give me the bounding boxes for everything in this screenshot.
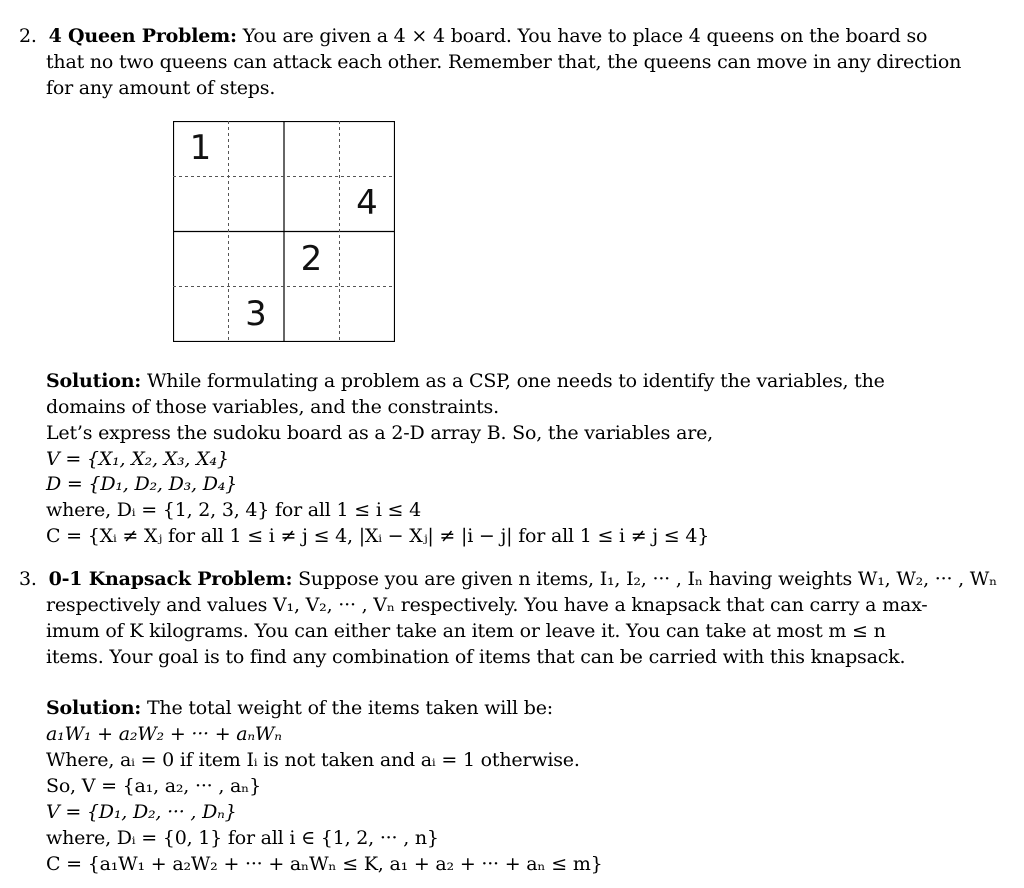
queen-label-3: 3 xyxy=(245,293,267,334)
problem-3-text-1: Suppose you are given n items, I₁, I₂, ··· , Iₙ having weights W₁, W₂, ··· , Wₙ xyxy=(292,568,998,590)
p2-solution-heading: Solution: xyxy=(46,370,142,392)
p2-domains: D = {D₁, D₂, D₃, D₄} xyxy=(46,473,238,495)
queen-label-1: 1 xyxy=(189,128,212,168)
problem-3-line-2: respectively and values V₁, V₂, ··· , Vₙ respectively. You have a knapsack that can carry a max- xyxy=(46,594,928,616)
problem-2-line-3: for any amount of steps. xyxy=(46,77,276,99)
queen-board xyxy=(173,121,395,342)
problem-3-number: 3. xyxy=(19,568,37,590)
p2-solution-line-2: domains of those variables, and the constraints. xyxy=(46,396,499,418)
problem-2-number: 2. xyxy=(19,25,37,47)
p3-sum: a₁W₁ + a₂W₂ + ··· + aₙWₙ xyxy=(46,723,282,745)
problem-2-text-1: You are given a 4 × 4 board. You have to place 4 queens on the board so xyxy=(236,25,928,47)
queen-label-2: 2 xyxy=(300,238,323,279)
p2-solution-line-1 xyxy=(46,368,885,394)
problem-3-title: 0-1 Knapsack Problem: xyxy=(48,568,293,590)
p3-constraints: C = {a₁W₁ + a₂W₂ + ··· + aₙWₙ ≤ K, a₁ + a₂ + ··· + aₙ ≤ m} xyxy=(46,853,603,875)
problem-3-line-3: imum of K kilograms. You can either take an item or leave it. You can take at most m ≤ n xyxy=(46,620,886,642)
p2-solution-line-3: Let’s express the sudoku board as a 2-D array B. So, the variables are, xyxy=(46,422,713,444)
p2-domain-where: where, Dᵢ = {1, 2, 3, 4} for all 1 ≤ i ≤ 4 xyxy=(46,499,421,521)
p3-solution-heading: Solution: xyxy=(46,697,142,719)
p3-where-taken: Where, aᵢ = 0 if item Iᵢ is not taken and aᵢ = 1 otherwise. xyxy=(46,749,580,771)
queen-label-4: 4 xyxy=(356,183,378,224)
p3-variables: So, V = {a₁, a₂, ··· , aₙ} xyxy=(46,775,262,797)
problem-2-title: 4 Queen Problem: xyxy=(48,25,237,47)
problem-2-line-2: that no two queens can attack each other. Remember that, the queens can move in any direction xyxy=(46,51,962,73)
p2-solution-text-1: While formulating a problem as a CSP, one needs to identify the variables, the xyxy=(141,370,885,392)
problem-3-line-4: items. Your goal is to find any combination of items that can be carried with this knapsack. xyxy=(46,646,906,668)
problem-3-line-1 xyxy=(19,566,997,592)
p3-solution-line-1 xyxy=(46,695,553,721)
p3-solution-text-1: The total weight of the items taken will be: xyxy=(141,697,553,719)
problem-2-line-1 xyxy=(19,23,927,49)
p3-domain-where: where, Dᵢ = {0, 1} for all i ∈ {1, 2, ··· , n} xyxy=(46,827,439,849)
p2-constraints: C = {Xᵢ ≠ Xⱼ for all 1 ≤ i ≠ j ≤ 4, |Xᵢ − Xⱼ| ≠ |i − j| for all 1 ≤ i ≠ j ≤ 4} xyxy=(46,525,710,547)
p2-variables: V = {X₁, X₂, X₃, X₄} xyxy=(46,448,229,470)
p3-domains: V = {D₁, D₂, ··· , Dₙ} xyxy=(46,801,237,823)
